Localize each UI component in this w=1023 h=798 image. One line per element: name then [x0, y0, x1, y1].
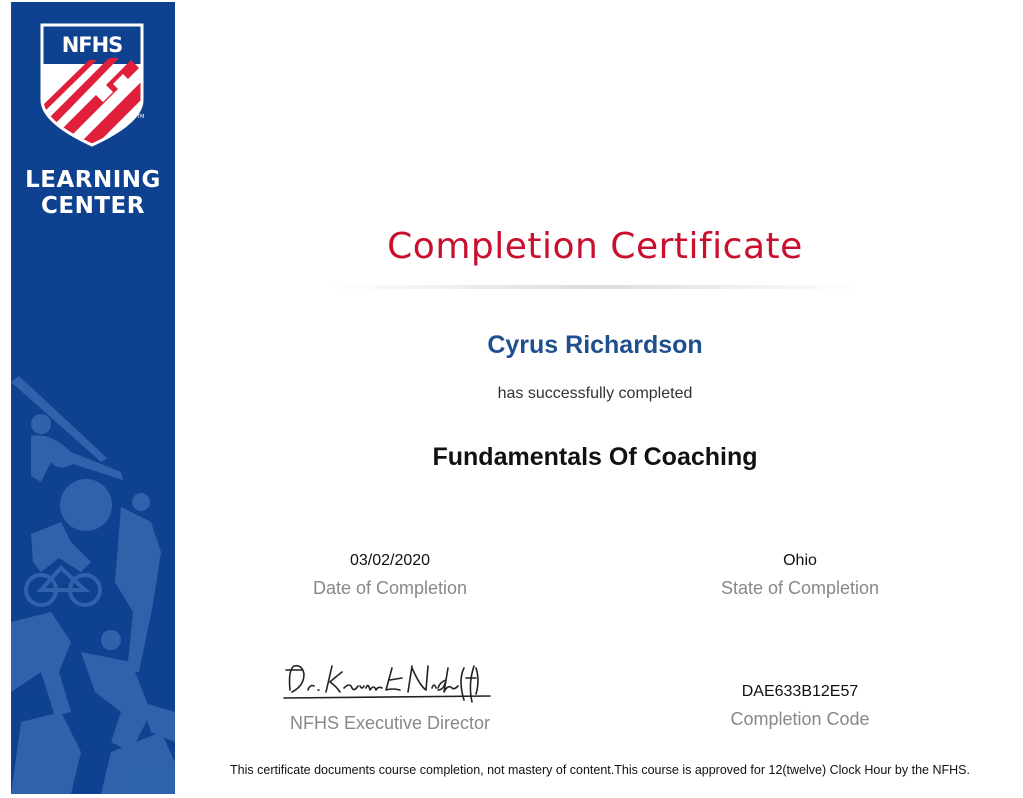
signature-block — [240, 660, 540, 734]
completion-statement: has successfully completed — [497, 385, 693, 402]
code-value: DAE633B12E57 — [741, 683, 859, 700]
date-of-completion — [240, 551, 540, 599]
page-edge — [0, 0, 8, 798]
course-name: Fundamentals Of Coaching — [432, 443, 758, 471]
code-label: Completion Code — [730, 709, 870, 729]
date-value: 03/02/2020 — [349, 552, 431, 569]
brand-center: CENTER — [41, 193, 145, 219]
executive-director-signature — [280, 660, 500, 704]
state-label: State of Completion — [720, 578, 880, 598]
date-label: Date of Completion — [312, 578, 468, 598]
certificate-footnote: This certificate documents course completion, not mastery of content.This course is approved for 12(twelve) Clock Hour by the NFHS. — [230, 763, 970, 777]
signer-title: NFHS Executive Director — [289, 713, 491, 733]
athletes-silhouette-illustration — [11, 372, 175, 794]
nfhs-shield-logo — [39, 22, 145, 148]
state-of-completion — [650, 551, 950, 599]
svg-text:TM: TM — [137, 114, 145, 120]
sidebar-banner — [11, 2, 175, 794]
title-divider — [330, 283, 860, 291]
completion-code — [650, 682, 950, 730]
certificate-title: Completion Certificate — [387, 226, 803, 267]
brand-learning: LEARNING — [25, 167, 161, 193]
shield-logo-text: NFHS — [61, 33, 123, 57]
recipient-name: Cyrus Richardson — [487, 331, 703, 359]
state-value: Ohio — [783, 552, 817, 569]
